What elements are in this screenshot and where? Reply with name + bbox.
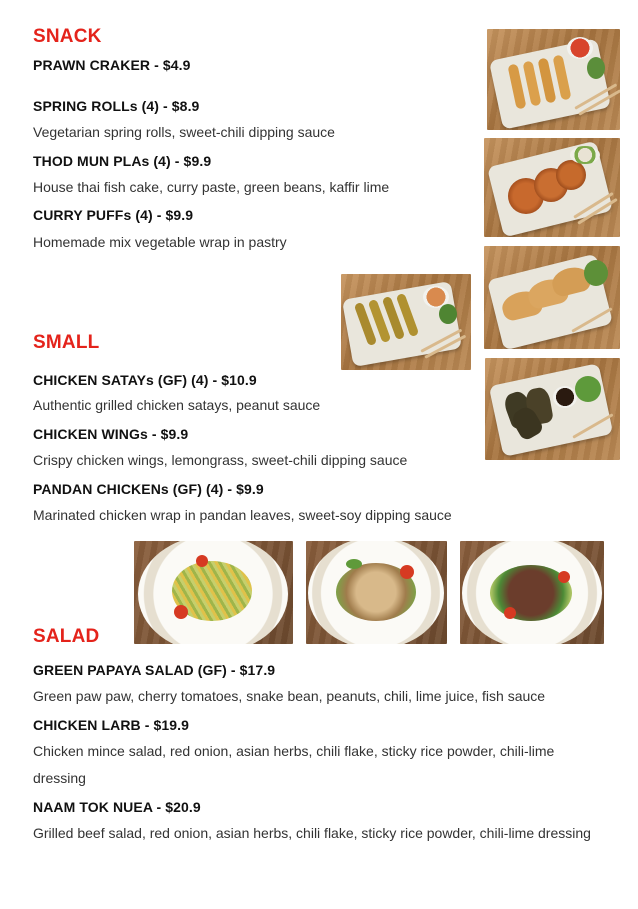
menu-desc-chicken-satays: Authentic grilled chicken satays, peanut sauce [33,397,321,413]
menu-item-pandan-chickens: PANDAN CHICKENs (GF) (4) - $9.9 [33,481,264,497]
beef-salad-photo [460,541,604,644]
menu-item-prawn-craker: PRAWN CRAKER - $4.9 [33,57,191,73]
menu-desc-green-papaya-salad: Green paw paw, cherry tomatoes, snake bean, peanuts, chili, lime juice, fish sauce [33,688,546,704]
satay-photo [341,274,471,370]
menu-item-curry-puffs: CURRY PUFFs (4) - $9.9 [33,207,194,223]
curry-puffs-photo [484,246,620,349]
papaya-salad-photo [134,541,293,644]
menu-desc-chicken-larb: Chicken mince salad, red onion, asian herbs, chili flake, sticky rice powder, chili-lime dressing [33,743,555,786]
menu-item-green-papaya-salad: GREEN PAPAYA SALAD (GF) - $17.9 [33,662,276,678]
fish-cake-photo [484,138,620,237]
section-title-snack: SNACK [33,26,102,47]
pandan-chicken-photo [485,358,620,460]
menu-desc-curry-puffs: Homemade mix vegetable wrap in pastry [33,234,287,250]
section-title-salad: SALAD [33,626,100,647]
chicken-larb-photo [306,541,447,644]
section-title-small: SMALL [33,332,100,353]
spring-rolls-photo [487,29,620,130]
menu-desc-naam-tok-nuea: Grilled beef salad, red onion, asian herbs, chili flake, sticky rice powder, chili-lime dressing [33,825,591,841]
menu-desc-spring-rolls: Vegetarian spring rolls, sweet-chili dipping sauce [33,124,335,140]
menu-item-naam-tok-nuea: NAAM TOK NUEA - $20.9 [33,799,201,815]
menu-item-spring-rolls: SPRING ROLLs (4) - $8.9 [33,98,200,114]
menu-desc-pandan-chickens: Marinated chicken wrap in pandan leaves, sweet-soy dipping sauce [33,507,452,523]
menu-item-chicken-larb: CHICKEN LARB - $19.9 [33,717,190,733]
menu-item-thod-mun-pla: THOD MUN PLAs (4) - $9.9 [33,153,212,169]
menu-item-chicken-satays: CHICKEN SATAYs (GF) (4) - $10.9 [33,372,257,388]
menu-desc-chicken-wings: Crispy chicken wings, lemongrass, sweet-chili dipping sauce [33,452,408,468]
menu-desc-thod-mun-pla: House thai fish cake, curry paste, green beans, kaffir lime [33,179,390,195]
menu-item-chicken-wings: CHICKEN WINGs - $9.9 [33,426,189,442]
